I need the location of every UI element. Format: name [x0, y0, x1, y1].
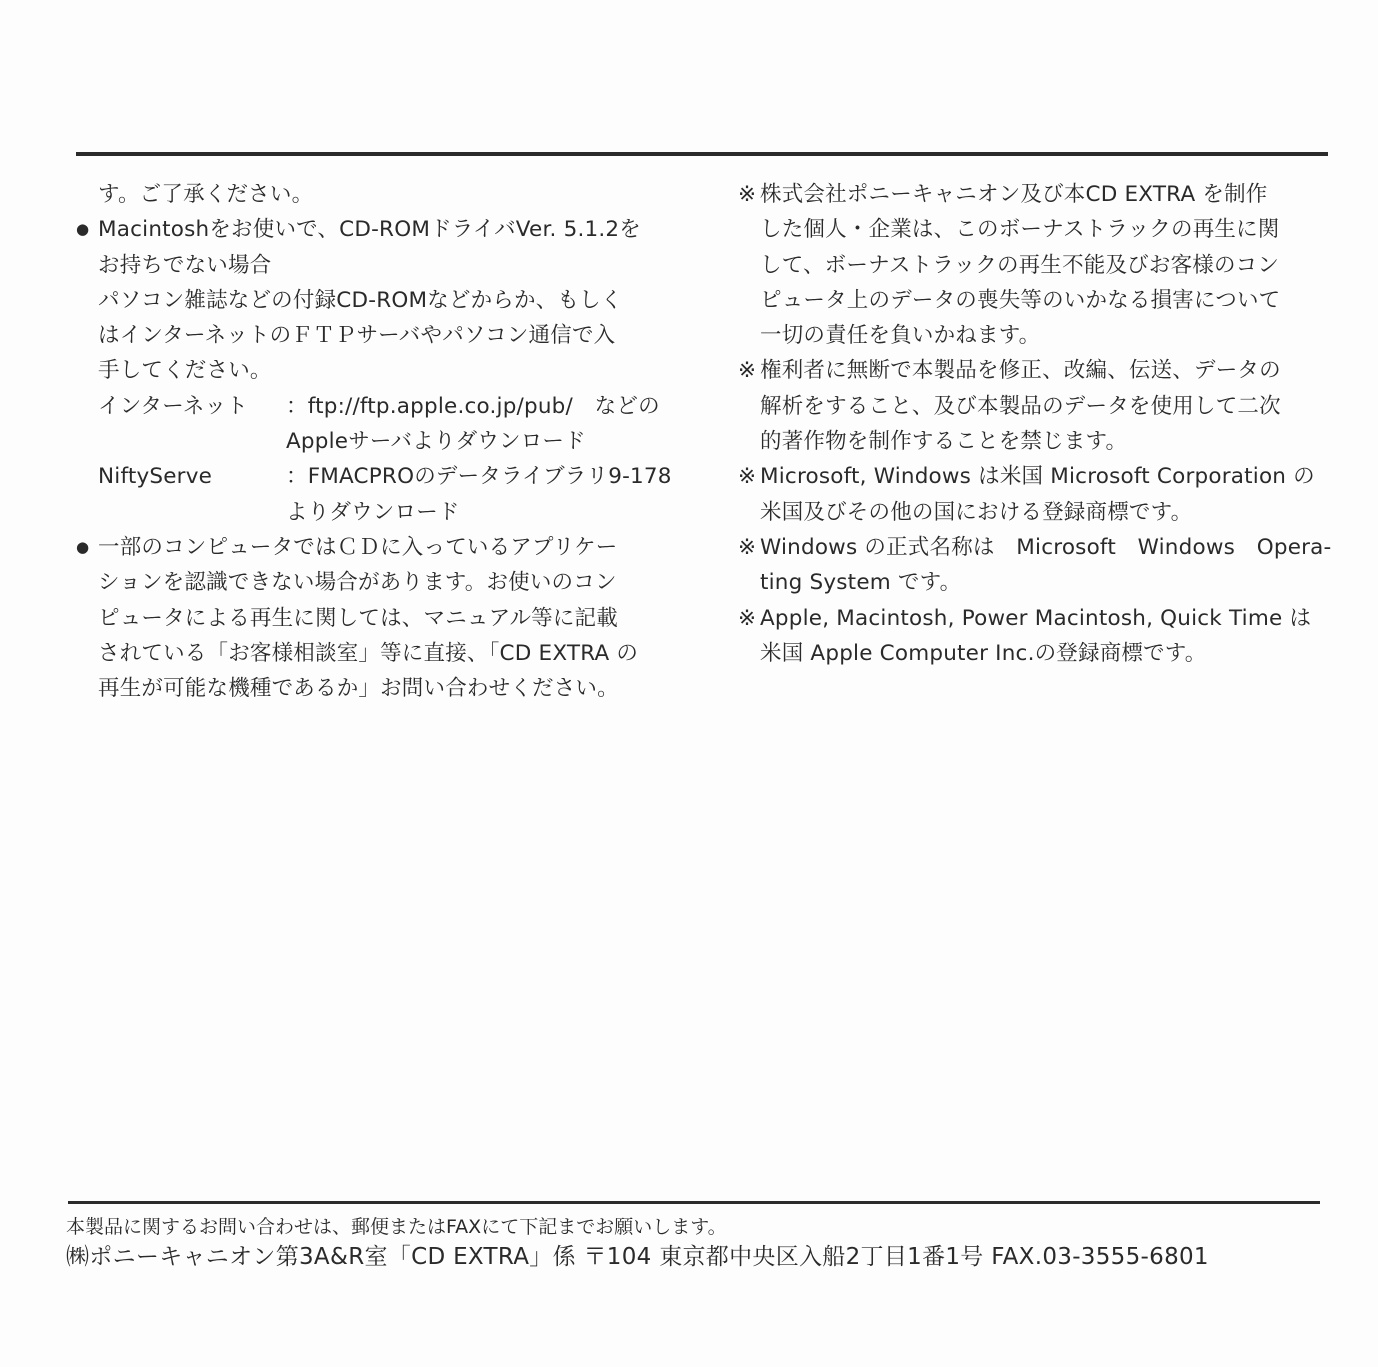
note-apple-trademark: ※ Apple, Macintosh, Power Macintosh, Quick Time は 米国 Apple Computer Inc.の登録商標です。 — [738, 601, 1334, 672]
note-mark: ※ — [738, 182, 757, 207]
note-microsoft-trademark: ※ Microsoft, Windows は米国 Microsoft Corporation の 米国及びその他の国における登録商標です。 — [738, 459, 1334, 530]
right-column — [738, 177, 1334, 671]
note-mark: ※ — [738, 534, 757, 560]
note-disclaimer: ※ 株式会社ポニーキャニオン及び本CD EXTRA を制作 した個人・企業は、このボーナストラックの再生に関 して、ボーナストラックの再生不能及びお客様のコン ピュータ上のデータの喪失等のいかなる損害について 一切の責任を負いかねます。 — [738, 177, 1334, 353]
bullet-compatibility: ● 一部のコンピュータではＣＤに入っているアプリケー ションを認識できない場合があります。お使いのコン ピュータによる再生に関しては、マニュアル等に記載 されている「お客様相談室」等に直接、「CD EXTRA の 再生が可能な機種であるか」お問い合わせください。 — [76, 530, 676, 706]
continued-line: す。ご了承ください。 — [98, 182, 314, 207]
bullet-icon: ● — [76, 220, 90, 239]
bullet-icon: ● — [76, 537, 90, 556]
contact-intro: 本製品に関するお問い合わせは、郵便またはFAXにて下記までお願いします。 — [66, 1216, 727, 1238]
note-windows-name: ※ Windows の正式名称は Microsoft Windows Opera- ting System です。 — [738, 530, 1334, 601]
bullet-macintosh: ● Macintoshをお使いで、CD-ROMドライバVer. 5.1.2を お持ちでない場合 パソコン雑誌などの付録CD-ROMなどからか、もしく はインターネットのＦＴＰサーバやパソコン通信で入 手してください。 インターネット ： ftp://ftp.apple.co.jp/pub/ などの Appleサーバよりダウンロード NiftyServe ： FMACPROのデータライブラリ9-178 よりダウンロード — [76, 212, 676, 530]
note-copyright: ※ 権利者に無断で本製品を修正、改編、伝送、データの 解析をすること、及び本製品のデータを使用して二次 的著作物を制作することを禁じます。 — [738, 353, 1334, 459]
source-row-internet: インターネット ： ftp://ftp.apple.co.jp/pub/ などの — [76, 389, 676, 424]
note-mark: ※ — [738, 464, 757, 490]
top-rule — [76, 152, 1328, 156]
note-mark: ※ — [738, 358, 757, 384]
bottom-rule — [68, 1201, 1320, 1204]
contact-address: ㈱ポニーキャニオン第3A&R室「CD EXTRA」係 〒104 東京都中央区入船2丁目1番1号 FAX.03-3555-6801 — [66, 1244, 1209, 1270]
left-column — [76, 177, 676, 706]
source-row-niftyserve: NiftyServe ： FMACPROのデータライブラリ9-178 — [98, 464, 672, 490]
note-mark: ※ — [738, 605, 757, 631]
ftp-url: ftp://ftp.apple.co.jp/pub/ などの — [307, 393, 660, 419]
contact-footer — [66, 1212, 1209, 1272]
